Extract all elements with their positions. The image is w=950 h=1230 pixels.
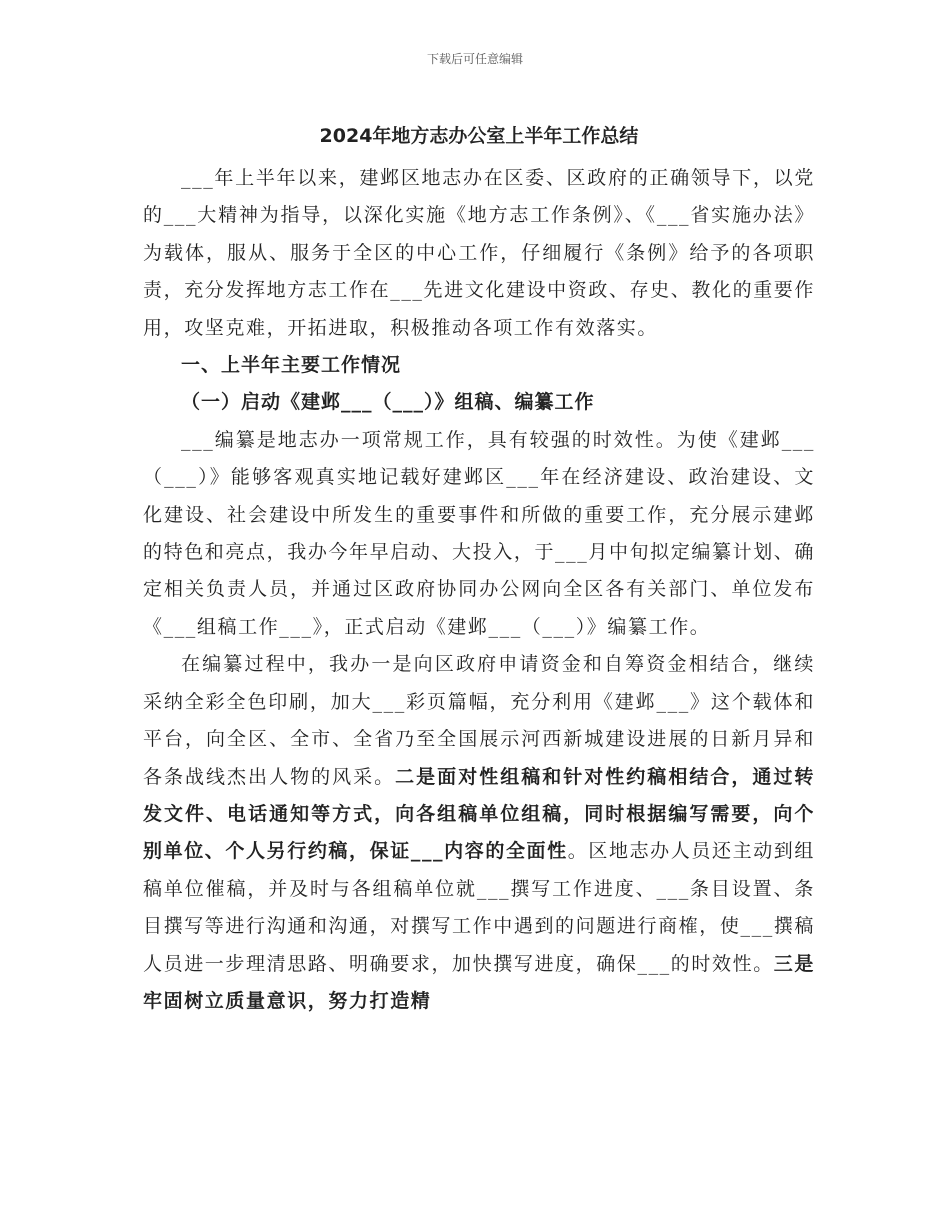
paragraph-part-2: 。区地志办人员还主动到组稿单位催稿，并及时与各组稿单位就___撰写工作进度、___条目设置、条目撰写等进行沟通和沟通，对撰写工作中遇到的问题进行商榷，使___撰稿人员进一步理清思路、明确要求，加快撰写进度，确保___的时效性。 — [143, 840, 815, 975]
paragraph-part-1: 在编纂过程中，我办一是向区政府申请资金和自筹资金相结合，继续采纳全彩全色印刷，加大___彩页篇幅，充分利用《建邺___》这个载体和平台，向全区、全市、全省乃至全国展示河西新城建设进展的日新月异和各条战线杰出人物的风采。 — [143, 653, 815, 788]
subsection-heading: （一）启动《建邺___（___）》组稿、编纂工作 — [181, 391, 595, 414]
document-body — [143, 118, 815, 1020]
section-heading: 一、上半年主要工作情况 — [181, 354, 402, 377]
intro-paragraph: ___年上半年以来，建邺区地志办在区委、区政府的正确领导下，以党的___大精神为指导，以深化实施《地方志工作条例》、《___省实施办法》为载体，服从、服务于全区的中心工作，仔细履行《条例》给予的各项职责，充分发挥地方志工作在___先进文化建设中资政、存史、教化的重要作用，攻坚克难，开拓进取，积极推动各项工作有效落实。 — [143, 167, 815, 339]
page-header: 下载后可任意编辑 — [426, 52, 523, 66]
document-title: 2024年地方志办公室上半年工作总结 — [319, 125, 639, 147]
bold-point-2: 二是面对性组稿和针对性约稿相结合，通过转发文件、电话通知等方式，向各组稿单位组稿，同时根据编写需要，向个别单位、个人另行约稿，保证___内容的全面性 — [143, 765, 815, 863]
bold-point-3: 三是牢固树立质量意识，努力打造精 — [143, 952, 816, 1012]
body-paragraph-2 — [143, 646, 815, 1020]
body-paragraph: ___编纂是地志办一项常规工作，具有较强的时效性。为使《建邺___（___）》能够客观真实地记载好建邺区___年在经济建设、政治建设、文化建设、社会建设中所发生的重要事件和所做的重要工作，充分展示建邺的特色和亮点，我办今年早启动、大投入，于___月中旬拟定编纂计划、确定相关负责人员，并通过区政府协同办公网向全区各有关部门、单位发布《___组稿工作___》，正式启动《建邺___（___）》编纂工作。 — [143, 428, 815, 638]
